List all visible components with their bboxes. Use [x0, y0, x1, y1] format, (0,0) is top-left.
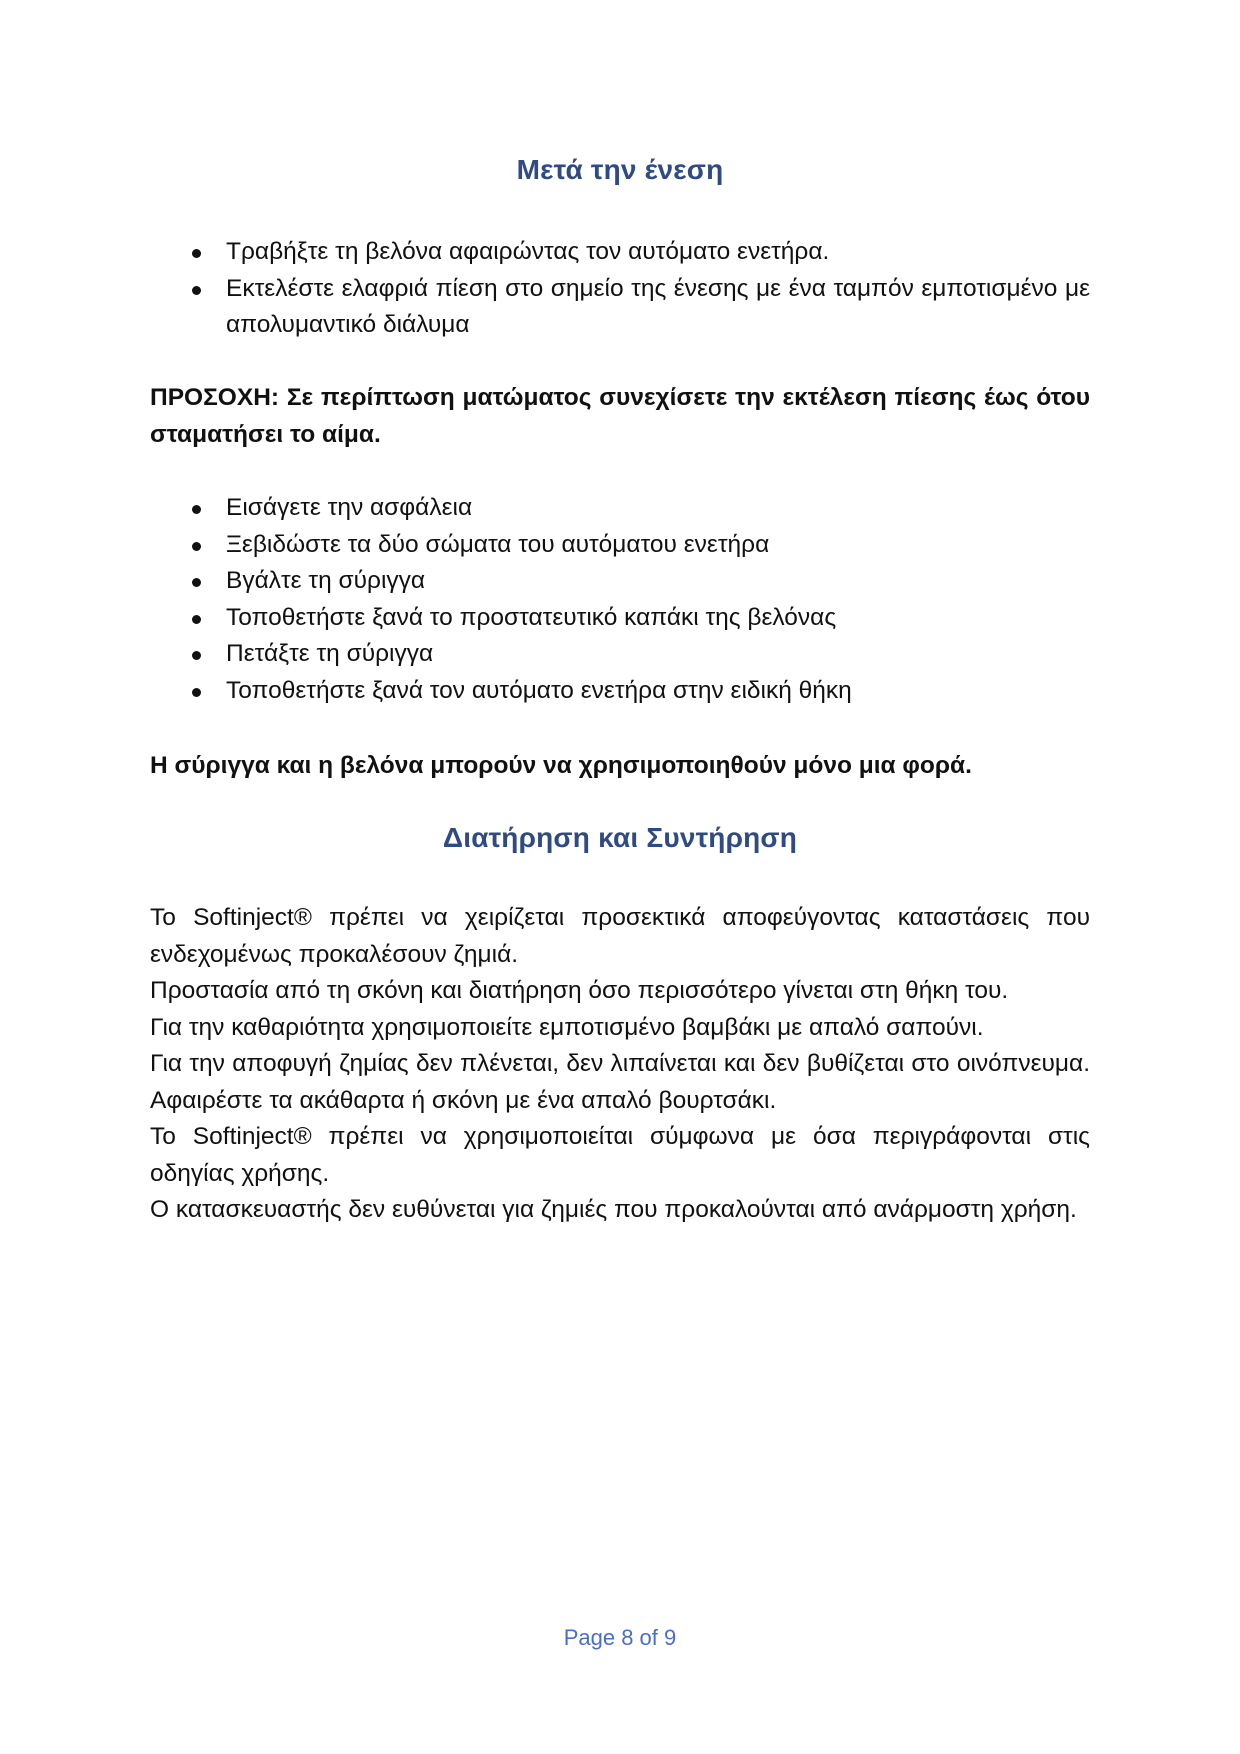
after-injection-bullet-list: [150, 234, 1090, 344]
page-number-footer: Page 8 of 9: [563, 1625, 677, 1650]
list-item-text: Τοποθετήστε ξανά το προστατευτικό καπάκι της βελόνας: [226, 603, 837, 631]
list-item: [150, 673, 1090, 710]
bullet-icon: [192, 578, 201, 587]
bullet-icon: [192, 615, 201, 624]
list-item-text: Ξεβιδώστε τα δύο σώματα του αυτόματου ενετήρα: [226, 530, 770, 558]
single-use-note: Η σύριγγα και η βελόνα μπορούν να χρησιμοποιηθούν μόνο μια φορά.: [150, 752, 972, 779]
list-item-text: Τοποθετήστε ξανά τον αυτόματο ενετήρα στην ειδική θήκη: [226, 676, 852, 704]
list-item-text: Τραβήξτε τη βελόνα αφαιρώντας τον αυτόματο ενετήρα.: [226, 238, 830, 265]
list-item: [150, 600, 1090, 637]
bullet-icon: [192, 651, 201, 660]
list-item-text: Εισάγετε την ασφάλεια: [226, 494, 473, 521]
paragraph: Προστασία από τη σκόνη και διατήρηση όσο περισσότερο γίνεται στη θήκη του.: [150, 977, 1009, 1004]
list-item: [150, 527, 1090, 564]
maintenance-body: [150, 900, 1090, 1229]
list-item: [150, 563, 1090, 600]
list-item-text: Βγάλτε τη σύριγγα: [226, 567, 426, 594]
list-item: [150, 636, 1090, 673]
bullet-icon: [192, 542, 201, 551]
list-item-text: Εκτελέστε ελαφριά πίεση στο σημείο της ένεσης με ένα ταμπόν εμποτισμένο με απολυμαντικό διάλυμα: [226, 274, 1090, 338]
list-item: [150, 271, 1090, 344]
list-item: [150, 490, 1090, 527]
paragraph: Το Softinject® πρέπει να χρησιμοποιείται σύμφωνα με όσα περιγράφονται στις οδηγίας χρήσης.: [150, 1123, 1090, 1187]
bullet-icon: [192, 505, 201, 514]
paragraph: Για την αποφυγή ζημίας δεν πλένεται, δεν λιπαίνεται και δεν βυθίζεται στο οινόπνευμα. Αφαιρέστε τα ακάθαρτα ή σκόνη με ένα απαλό βουρτσάκι.: [150, 1050, 1090, 1114]
paragraph: Το Softinject® πρέπει να χειρίζεται προσεκτικά αποφεύγοντας καταστάσεις που ενδεχομένως προκαλέσουν ζημιά.: [150, 904, 1090, 968]
list-item-text: Πετάξτε τη σύριγγα: [226, 640, 434, 667]
steps-bullet-list: [150, 490, 1090, 709]
bullet-icon: [192, 688, 201, 697]
bullet-icon: [192, 249, 201, 258]
warning-note: ΠΡΟΣΟΧΗ: Σε περίπτωση ματώματος συνεχίσετε την εκτέλεση πίεσης έως ότου σταματήσει το αίμα.: [150, 384, 1090, 448]
bullet-icon: [192, 286, 201, 295]
section-heading-maintenance: Διατήρηση και Συντήρηση: [442, 822, 798, 853]
paragraph: Ο κατασκευαστής δεν ευθύνεται για ζημιές που προκαλούνται από ανάρμοστη χρήση.: [150, 1196, 1077, 1223]
paragraph: Για την καθαριότητα χρησιμοποιείτε εμποτισμένο βαμβάκι με απαλό σαπούνι.: [150, 1013, 984, 1041]
list-item: [150, 234, 1090, 271]
section-heading-after-injection: Μετά την ένεση: [516, 154, 724, 185]
